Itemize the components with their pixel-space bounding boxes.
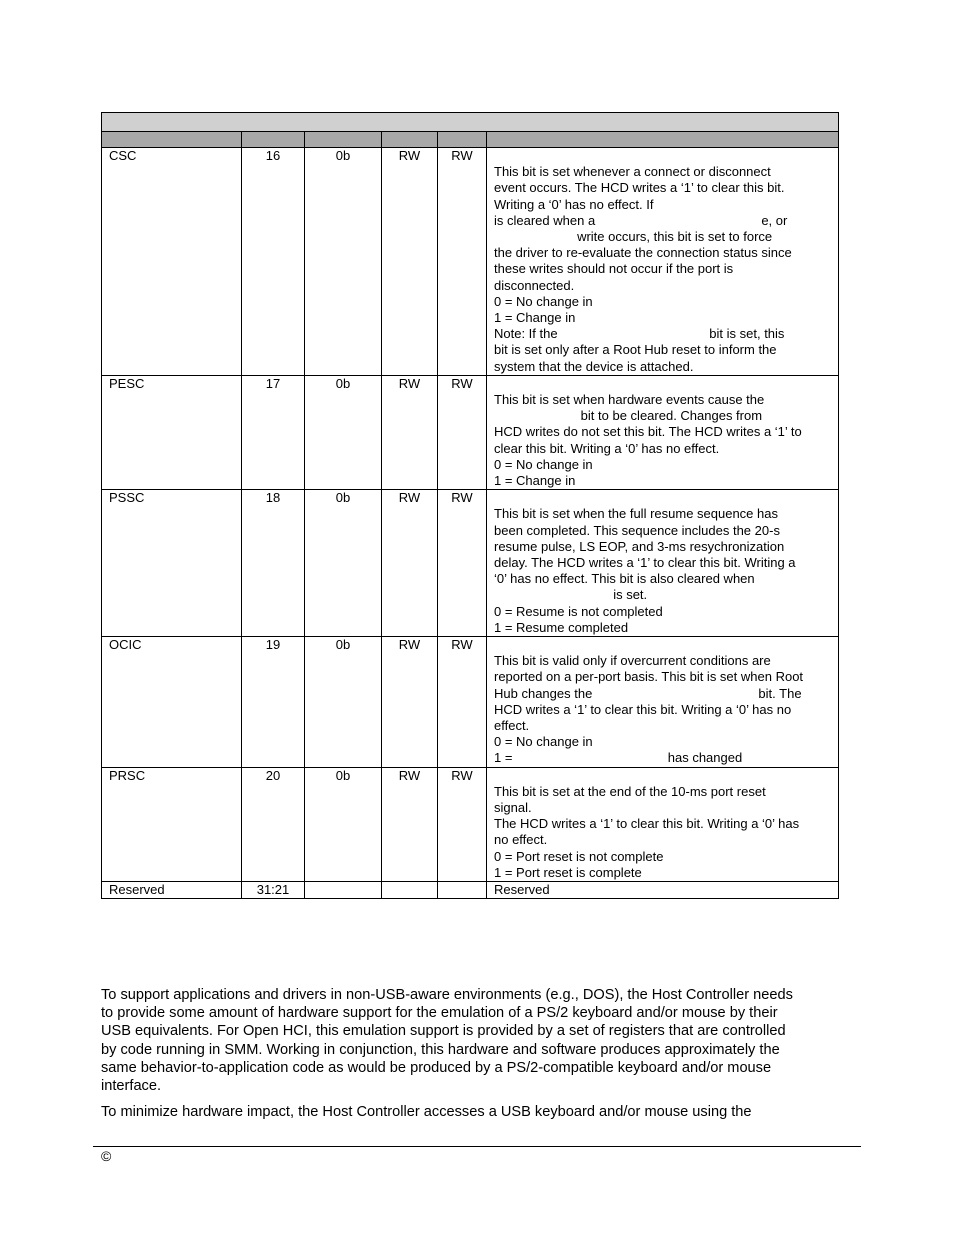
- description-line: 1 = Change in: [494, 473, 576, 489]
- description-line: This bit is set when the full resume sequence has: [494, 506, 778, 522]
- description-line: HCD writes a ‘1’ to clear this bit. Writing a ‘0’ has no: [494, 701, 792, 717]
- hc-access-cell: [438, 882, 487, 899]
- description-cell: [487, 637, 839, 768]
- description-line: write occurs, this bit is set to force: [494, 229, 773, 244]
- text-line: to provide some amount of hardware support for the emulation of a PS/2 keyboard and/or mouse by their: [101, 1005, 778, 1022]
- hcd-access-cell: RW: [382, 637, 438, 768]
- description-line: these writes should not occur if the port is: [494, 261, 734, 277]
- description-line: system that the device is attached.: [494, 358, 694, 374]
- table-row: [102, 375, 839, 489]
- table-row: [102, 882, 839, 899]
- description-line: Hub changes the bit. The: [494, 685, 802, 701]
- description-line: signal.: [494, 800, 532, 816]
- table-header-row: [102, 132, 839, 148]
- port-status-register-table: [101, 112, 839, 899]
- description-line: The HCD writes a ‘1’ to clear this bit. Writing a ‘0’ has: [494, 816, 800, 832]
- description-line: 1 = has changed: [494, 750, 743, 766]
- description-line: HCD writes do not set this bit. The HCD writes a ‘1’ to: [494, 424, 802, 440]
- field-name-cell: PESC: [102, 375, 242, 489]
- reset-value-cell: 0b: [305, 637, 382, 768]
- description-line: 1 = Resume completed: [494, 619, 629, 635]
- table-title-bar: [102, 113, 839, 132]
- text-line: by code running in SMM. Working in conjunction, this hardware and software produces approximately the: [101, 1041, 780, 1058]
- paragraph-hardware-impact: [101, 1103, 846, 1121]
- description-cell: [487, 375, 839, 489]
- description-line: reported on a per-port basis. This bit is set when Root: [494, 669, 804, 685]
- hc-access-cell: RW: [438, 490, 487, 637]
- description-line: ‘0’ has no effect. This bit is also cleared when: [494, 571, 755, 587]
- reset-value-cell: [305, 882, 382, 899]
- description-line: [494, 490, 834, 506]
- description-line: bit to be cleared. Changes from: [494, 408, 763, 424]
- description-line: 0 = No change in: [494, 456, 593, 472]
- text-line: interface.: [101, 1078, 162, 1095]
- description-line: 0 = Port reset is not complete: [494, 848, 664, 864]
- description-line: effect.: [494, 718, 530, 734]
- description-line: This bit is set at the end of the 10-ms port reset: [494, 783, 766, 799]
- hcd-access-cell: [382, 882, 438, 899]
- text-line: USB equivalents. For Open HCI, this emulation support is provided by a set of registers that are controlled: [101, 1023, 786, 1040]
- description-line: delay. The HCD writes a ‘1’ to clear this bit. Writing a: [494, 555, 796, 571]
- reset-value-cell: 0b: [305, 375, 382, 489]
- bits-cell: 17: [242, 375, 305, 489]
- table-row: [102, 490, 839, 637]
- reset-value-cell: 0b: [305, 767, 382, 881]
- description-line: Reserved: [494, 882, 550, 898]
- description-line: no effect.: [494, 832, 548, 848]
- hcd-access-cell: RW: [382, 767, 438, 881]
- table-row: [102, 767, 839, 881]
- description-line: [494, 148, 834, 164]
- description-line: the driver to re-evaluate the connection status since: [494, 245, 792, 261]
- text-line: To minimize hardware impact, the Host Controller accesses a USB keyboard and/or mouse using the: [101, 1104, 752, 1120]
- hc-access-cell: RW: [438, 148, 487, 376]
- description-line: This bit is valid only if overcurrent conditions are: [494, 653, 771, 669]
- description-line: 0 = Resume is not completed: [494, 603, 663, 619]
- description-line: event occurs. The HCD writes a ‘1’ to clear this bit.: [494, 180, 785, 196]
- description-line: Note: If the bit is set, this: [494, 326, 785, 342]
- description-line: 1 = Change in: [494, 310, 576, 326]
- table-row: [102, 637, 839, 768]
- field-name-cell: PRSC: [102, 767, 242, 881]
- hcd-access-cell: RW: [382, 148, 438, 376]
- field-name-cell: OCIC: [102, 637, 242, 768]
- description-line: is set.: [494, 587, 648, 603]
- description-line: bit is set only after a Root Hub reset to inform the: [494, 342, 777, 358]
- text-line: same behavior-to-application code as would be produced by a PS/2-compatible keyboard and/or mouse: [101, 1059, 772, 1076]
- text-line: To support applications and drivers in non-USB-aware environments (e.g., DOS), the Host Controller needs: [101, 987, 793, 1003]
- description-cell: [487, 882, 839, 899]
- field-name-cell: PSSC: [102, 490, 242, 637]
- hcd-access-cell: RW: [382, 375, 438, 489]
- paragraph-emulation-intro: [101, 986, 846, 1095]
- bits-cell: 19: [242, 637, 305, 768]
- description-cell: [487, 490, 839, 637]
- reset-value-cell: 0b: [305, 148, 382, 376]
- description-line: disconnected.: [494, 277, 575, 293]
- table-row: [102, 148, 839, 376]
- description-line: been completed. This sequence includes the 20-s: [494, 522, 780, 538]
- bits-cell: 16: [242, 148, 305, 376]
- hcd-access-cell: RW: [382, 490, 438, 637]
- description-line: This bit is set whenever a connect or disconnect: [494, 164, 771, 180]
- description-line: Writing a ‘0’ has no effect. If: [494, 196, 654, 212]
- bits-cell: 20: [242, 767, 305, 881]
- description-line: is cleared when a e, or: [494, 212, 788, 228]
- description-line: [494, 768, 834, 784]
- description-line: [494, 637, 834, 653]
- hc-access-cell: RW: [438, 767, 487, 881]
- description-line: 1 = Port reset is complete: [494, 864, 642, 880]
- description-line: resume pulse, LS EOP, and 3-ms resychronization: [494, 538, 785, 554]
- bits-cell: 31:21: [242, 882, 305, 899]
- footer-divider: [93, 1146, 861, 1147]
- reset-value-cell: 0b: [305, 490, 382, 637]
- description-line: This bit is set when hardware events cause the: [494, 392, 765, 408]
- hc-access-cell: RW: [438, 637, 487, 768]
- description-line: 0 = No change in: [494, 734, 593, 750]
- description-cell: [487, 148, 839, 376]
- description-line: 0 = No change in: [494, 293, 593, 309]
- footer-copyright: ©: [101, 1148, 112, 1164]
- hc-access-cell: RW: [438, 375, 487, 489]
- description-line: [494, 376, 834, 392]
- field-name-cell: Reserved: [102, 882, 242, 899]
- bits-cell: 18: [242, 490, 305, 637]
- field-name-cell: CSC: [102, 148, 242, 376]
- description-line: clear this bit. Writing a ‘0’ has no effect.: [494, 440, 720, 456]
- description-cell: [487, 767, 839, 881]
